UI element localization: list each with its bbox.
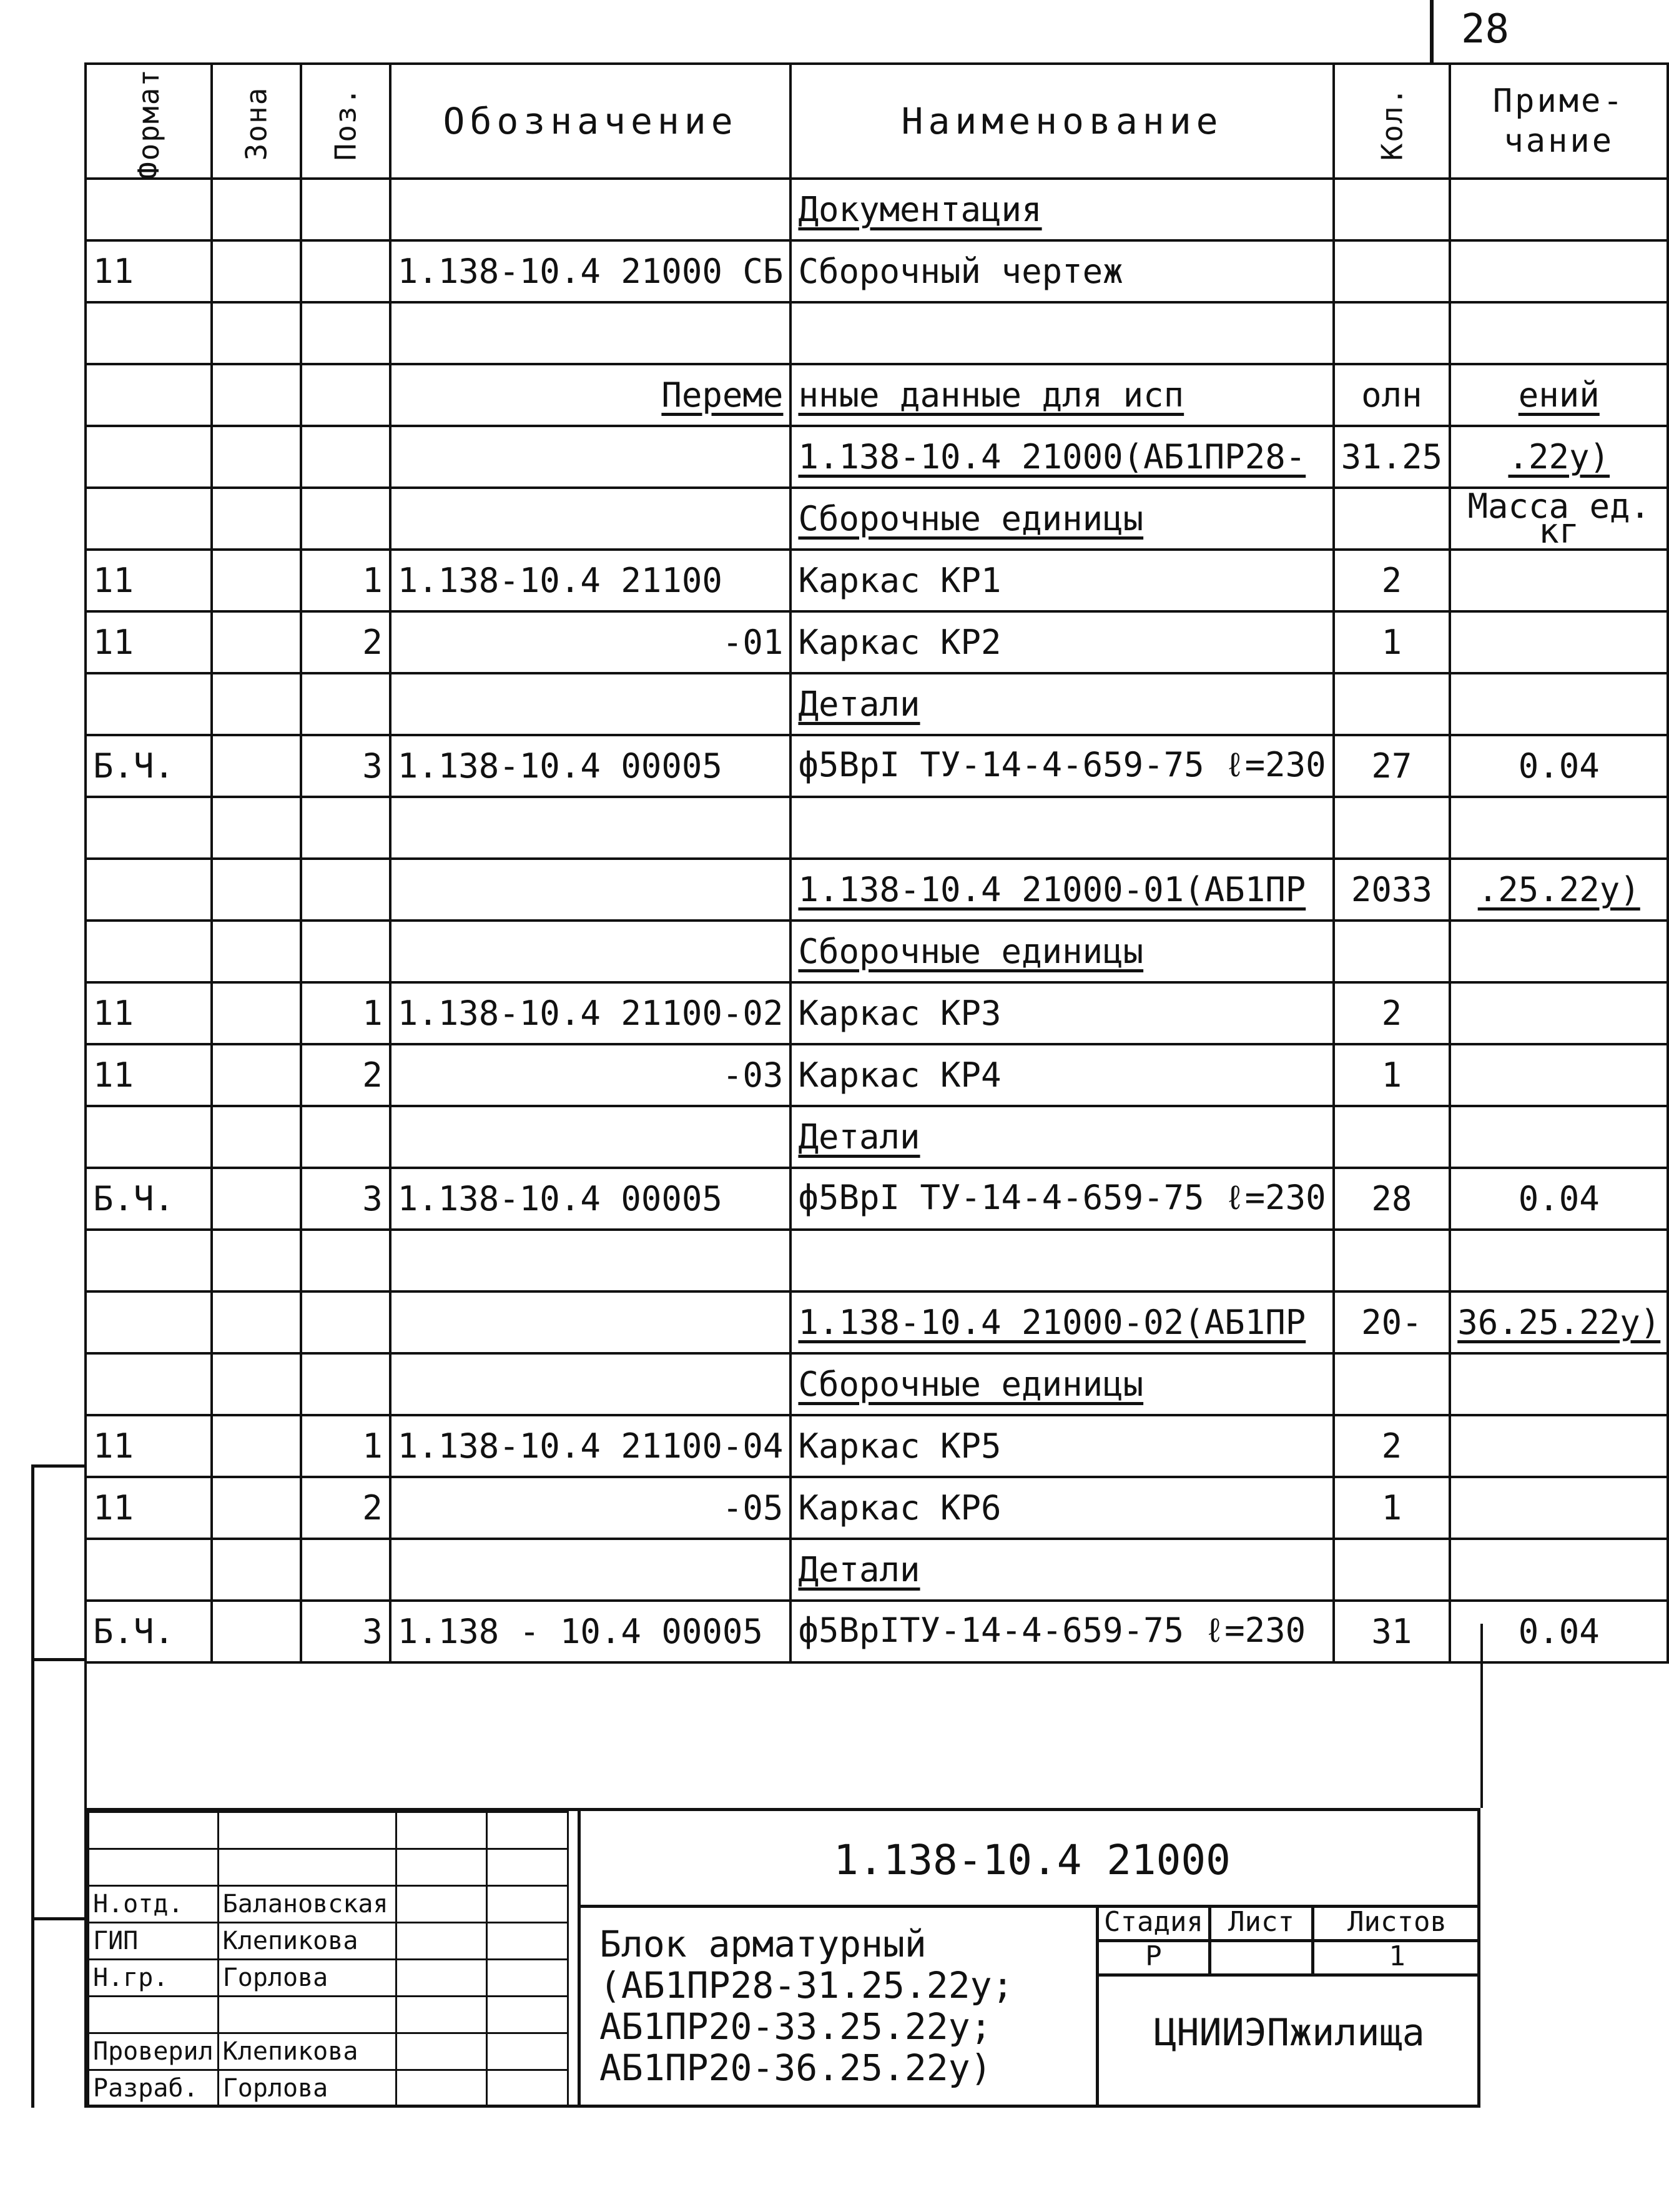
- cell-zone: [212, 673, 301, 735]
- cell-qty: [1334, 1353, 1450, 1415]
- cell-note: [1450, 1415, 1668, 1477]
- cell-qty: [1334, 488, 1450, 550]
- cell-zone: [212, 364, 301, 426]
- cell-designation: [390, 1291, 791, 1353]
- cell-designation: 1.138-10.4 21100-04: [390, 1415, 791, 1477]
- cell-zone: [212, 179, 301, 240]
- signature-row: [89, 1812, 568, 1849]
- cell-pos: [301, 240, 390, 302]
- cell-note: [1450, 179, 1668, 240]
- table-row: [86, 488, 1668, 550]
- sheets-value: 1: [1389, 1940, 1406, 1972]
- empty-cell: [486, 1849, 568, 1886]
- title-block-divider: [1096, 1973, 1480, 1977]
- header-quantity: Кол.: [1334, 64, 1450, 179]
- table-row: [86, 550, 1668, 611]
- signature: [396, 2070, 486, 2107]
- cell-designation: [390, 1539, 791, 1601]
- table-row: [86, 797, 1668, 859]
- cell-note: [1450, 673, 1668, 735]
- binding-mark: [31, 1917, 84, 1920]
- cell-qty: [1334, 240, 1450, 302]
- cell-format: [86, 1230, 212, 1291]
- header-note: Приме- чание: [1450, 64, 1668, 179]
- signature-row: [89, 2070, 568, 2107]
- cell-qty: 31.25: [1334, 426, 1450, 488]
- header-zone: Зона: [212, 64, 301, 179]
- cell-note: [1450, 240, 1668, 302]
- cell-qty: 2: [1334, 982, 1450, 1044]
- date-cell: [486, 2033, 568, 2070]
- signature: [396, 1997, 486, 2033]
- cell-name: Каркас КР3: [790, 982, 1333, 1044]
- cell-format: Б.Ч.: [86, 1601, 212, 1662]
- header-row: [86, 64, 1668, 179]
- signature-grid: [87, 1811, 569, 2108]
- table-row: [86, 1044, 1668, 1106]
- role-label: Проверил: [89, 2033, 219, 2070]
- binding-mark: [31, 1464, 84, 1468]
- signature: [396, 1886, 486, 1923]
- cell-name: Каркас КР6: [790, 1477, 1333, 1539]
- cell-designation: [390, 1353, 791, 1415]
- cell-pos: [301, 1539, 390, 1601]
- cell-format: 11: [86, 982, 212, 1044]
- cell-pos: 1: [301, 982, 390, 1044]
- cell-format: [86, 1353, 212, 1415]
- cell-format: Б.Ч.: [86, 1168, 212, 1230]
- cell-name: ф5ВрIТУ-14-4-659-75 ℓ=230: [790, 1601, 1333, 1662]
- cell-format: [86, 673, 212, 735]
- person-name: [218, 1997, 396, 2033]
- cell-zone: [212, 1539, 301, 1601]
- cell-qty: 1: [1334, 1044, 1450, 1106]
- signature: [396, 1923, 486, 1960]
- cell-zone: [212, 1353, 301, 1415]
- table-row: [86, 426, 1668, 488]
- signature-row: [89, 2033, 568, 2070]
- cell-name: 1.138-10.4 21000-01(АБ1ПР: [790, 859, 1333, 921]
- cell-note: [1450, 797, 1668, 859]
- cell-zone: [212, 921, 301, 982]
- cell-designation: [390, 1106, 791, 1168]
- cell-zone: [212, 735, 301, 797]
- table-row: [86, 1291, 1668, 1353]
- cell-qty: [1334, 797, 1450, 859]
- cell-pos: [301, 364, 390, 426]
- cell-name: Детали: [790, 673, 1333, 735]
- cell-name: ф5ВрI ТУ-14-4-659-75 ℓ=230: [790, 735, 1333, 797]
- cell-zone: [212, 982, 301, 1044]
- cell-note: [1450, 1106, 1668, 1168]
- cell-qty: 31: [1334, 1601, 1450, 1662]
- cell-pos: [301, 488, 390, 550]
- date-cell: [486, 1923, 568, 1960]
- table-row: [86, 921, 1668, 982]
- signature: [396, 1960, 486, 1997]
- cell-pos: [301, 1291, 390, 1353]
- cell-pos: [301, 1230, 390, 1291]
- table-row: [86, 859, 1668, 921]
- cell-pos: [301, 179, 390, 240]
- organization: ЦНИИЭПжилища: [1154, 2011, 1425, 2055]
- cell-zone: [212, 240, 301, 302]
- cell-name: Документация: [790, 179, 1333, 240]
- date-cell: [486, 1997, 568, 2033]
- cell-zone: [212, 1106, 301, 1168]
- document-title: Блок арматурный (АБ1ПР28-31.25.22у; АБ1ПР20-33.25.22у; АБ1ПР20-36.25.22у): [599, 1923, 1014, 2089]
- cell-zone: [212, 859, 301, 921]
- cell-designation: Переме: [390, 364, 791, 426]
- cell-format: [86, 1539, 212, 1601]
- cell-pos: [301, 921, 390, 982]
- cell-pos: 2: [301, 611, 390, 673]
- cell-name: Каркас КР1: [790, 550, 1333, 611]
- cell-qty: [1334, 302, 1450, 364]
- cell-format: [86, 797, 212, 859]
- signature-row: [89, 1849, 568, 1886]
- person-name: Клепикова: [218, 2033, 396, 2070]
- cell-designation: [390, 797, 791, 859]
- cell-name: Сборочные единицы: [790, 921, 1333, 982]
- cell-zone: [212, 1291, 301, 1353]
- cell-note: 0.04: [1450, 735, 1668, 797]
- empty-cell: [396, 1849, 486, 1886]
- cell-pos: 3: [301, 735, 390, 797]
- cell-format: 11: [86, 550, 212, 611]
- cell-pos: 2: [301, 1477, 390, 1539]
- cell-zone: [212, 797, 301, 859]
- stage-value: Р: [1145, 1940, 1162, 1972]
- cell-qty: 2: [1334, 550, 1450, 611]
- cell-format: 11: [86, 240, 212, 302]
- cell-designation: [390, 426, 791, 488]
- cell-name: Детали: [790, 1539, 1333, 1601]
- cell-format: [86, 364, 212, 426]
- table-row: [86, 1415, 1668, 1477]
- table-row: [86, 1539, 1668, 1601]
- header-position: Поз.: [301, 64, 390, 179]
- cell-note: [1450, 1477, 1668, 1539]
- cell-zone: [212, 1044, 301, 1106]
- table-row: [86, 302, 1668, 364]
- date-cell: [486, 2070, 568, 2107]
- cell-pos: 3: [301, 1601, 390, 1662]
- cell-note: [1450, 302, 1668, 364]
- signature-row: [89, 1923, 568, 1960]
- cell-qty: [1334, 1106, 1450, 1168]
- header-format: Формат: [86, 64, 212, 179]
- cell-format: [86, 179, 212, 240]
- signature-row: [89, 1997, 568, 2033]
- cell-qty: 2: [1334, 1415, 1450, 1477]
- cell-format: 11: [86, 611, 212, 673]
- cell-designation: -05: [390, 1477, 791, 1539]
- specification-body: [86, 179, 1668, 1662]
- cell-format: Б.Ч.: [86, 735, 212, 797]
- cell-zone: [212, 488, 301, 550]
- cell-qty: 1: [1334, 611, 1450, 673]
- empty-cell: [218, 1812, 396, 1849]
- table-row: [86, 1168, 1668, 1230]
- empty-cell: [486, 1812, 568, 1849]
- signature-row: [89, 1886, 568, 1923]
- cell-designation: 1.138 - 10.4 00005: [390, 1601, 791, 1662]
- cell-pos: [301, 673, 390, 735]
- cell-note: Масса ед. кг: [1450, 488, 1668, 550]
- role-label: Н.отд.: [89, 1886, 219, 1923]
- title-block: [84, 1808, 1480, 2108]
- cell-note: [1450, 1353, 1668, 1415]
- cell-zone: [212, 302, 301, 364]
- page-number: 28: [1461, 6, 1510, 52]
- blank-area: [84, 1624, 1483, 1808]
- cell-zone: [212, 1230, 301, 1291]
- table-row: [86, 1230, 1668, 1291]
- cell-designation: [390, 673, 791, 735]
- cell-qty: [1334, 179, 1450, 240]
- role-label: [89, 1997, 219, 2033]
- cell-note: [1450, 1044, 1668, 1106]
- date-cell: [486, 1886, 568, 1923]
- empty-cell: [89, 1812, 219, 1849]
- cell-note: [1450, 550, 1668, 611]
- table-row: [86, 240, 1668, 302]
- cell-format: [86, 426, 212, 488]
- cell-qty: [1334, 1539, 1450, 1601]
- table-row: [86, 982, 1668, 1044]
- cell-name: Детали: [790, 1106, 1333, 1168]
- empty-cell: [218, 1849, 396, 1886]
- cell-designation: [390, 921, 791, 982]
- stage-label: Стадия: [1104, 1906, 1203, 1938]
- cell-zone: [212, 1477, 301, 1539]
- cell-name: Каркас КР5: [790, 1415, 1333, 1477]
- cell-qty: 27: [1334, 735, 1450, 797]
- cell-format: [86, 859, 212, 921]
- empty-cell: [89, 1849, 219, 1886]
- cell-designation: [390, 488, 791, 550]
- signature-row: [89, 1960, 568, 1997]
- sheet-label: Лист: [1228, 1906, 1294, 1938]
- cell-qty: 1: [1334, 1477, 1450, 1539]
- cell-designation: -03: [390, 1044, 791, 1106]
- table-row: [86, 1106, 1668, 1168]
- cell-note: [1450, 611, 1668, 673]
- cell-name: нные данные для исп: [790, 364, 1333, 426]
- date-cell: [486, 1960, 568, 1997]
- sheets-label: Листов: [1347, 1906, 1447, 1938]
- person-name: Горлова: [218, 2070, 396, 2107]
- cell-name: Сборочные единицы: [790, 1353, 1333, 1415]
- cell-name: 1.138-10.4 21000-02(АБ1ПР: [790, 1291, 1333, 1353]
- cell-designation: [390, 859, 791, 921]
- cell-designation: [390, 179, 791, 240]
- cell-name: Каркас КР2: [790, 611, 1333, 673]
- cell-name: [790, 797, 1333, 859]
- cell-qty: олн: [1334, 364, 1450, 426]
- role-label: ГИП: [89, 1923, 219, 1960]
- person-name: Горлова: [218, 1960, 396, 1997]
- cell-pos: 2: [301, 1044, 390, 1106]
- cell-format: [86, 921, 212, 982]
- cell-note: .25.22у): [1450, 859, 1668, 921]
- cell-format: 11: [86, 1477, 212, 1539]
- table-row: [86, 1353, 1668, 1415]
- cell-format: 11: [86, 1415, 212, 1477]
- table-row: [86, 611, 1668, 673]
- cell-qty: 28: [1334, 1168, 1450, 1230]
- cell-designation: 1.138-10.4 00005: [390, 1168, 791, 1230]
- cell-format: [86, 302, 212, 364]
- cell-designation: [390, 302, 791, 364]
- cell-note: [1450, 982, 1668, 1044]
- table-row: [86, 364, 1668, 426]
- specification-table: [84, 62, 1669, 1664]
- cell-pos: [301, 859, 390, 921]
- binding-margin: [31, 1464, 87, 2108]
- cell-note: [1450, 1539, 1668, 1601]
- cell-format: [86, 488, 212, 550]
- cell-format: [86, 1106, 212, 1168]
- cell-note: 0.04: [1450, 1168, 1668, 1230]
- header-designation: Обозначение: [390, 64, 791, 179]
- cell-format: [86, 1291, 212, 1353]
- cell-name: 1.138-10.4 21000(АБ1ПР28-: [790, 426, 1333, 488]
- cell-zone: [212, 1168, 301, 1230]
- table-row: [86, 179, 1668, 240]
- cell-note: [1450, 921, 1668, 982]
- cell-pos: [301, 797, 390, 859]
- cell-name: [790, 302, 1333, 364]
- cell-name: ф5ВрI ТУ-14-4-659-75 ℓ=230: [790, 1168, 1333, 1230]
- cell-pos: [301, 302, 390, 364]
- cell-pos: [301, 1106, 390, 1168]
- cell-designation: 1.138-10.4 00005: [390, 735, 791, 797]
- cell-qty: [1334, 921, 1450, 982]
- cell-zone: [212, 550, 301, 611]
- role-label: Н.гр.: [89, 1960, 219, 1997]
- binding-mark: [31, 1658, 84, 1661]
- table-row: [86, 735, 1668, 797]
- role-label: Разраб.: [89, 2070, 219, 2107]
- cell-zone: [212, 611, 301, 673]
- header-name: Наименование: [790, 64, 1333, 179]
- cell-pos: 3: [301, 1168, 390, 1230]
- empty-cell: [396, 1812, 486, 1849]
- document-code: 1.138-10.4 21000: [834, 1836, 1231, 1884]
- cell-name: Сборочные единицы: [790, 488, 1333, 550]
- cell-designation: -01: [390, 611, 791, 673]
- cell-qty: 2033: [1334, 859, 1450, 921]
- table-row: [86, 1477, 1668, 1539]
- cell-designation: 1.138-10.4 21100: [390, 550, 791, 611]
- cell-designation: 1.138-10.4 21000 СБ: [390, 240, 791, 302]
- cell-designation: [390, 1230, 791, 1291]
- cell-note: [1450, 1230, 1668, 1291]
- table-row: [86, 673, 1668, 735]
- cell-qty: [1334, 673, 1450, 735]
- page-number-divider: [1430, 0, 1434, 62]
- cell-designation: 1.138-10.4 21100-02: [390, 982, 791, 1044]
- cell-pos: 1: [301, 550, 390, 611]
- cell-qty: 20-: [1334, 1291, 1450, 1353]
- cell-zone: [212, 426, 301, 488]
- cell-note: 36.25.22у): [1450, 1291, 1668, 1353]
- cell-pos: [301, 1353, 390, 1415]
- cell-note: ений: [1450, 364, 1668, 426]
- person-name: Балановская: [218, 1886, 396, 1923]
- cell-pos: [301, 426, 390, 488]
- cell-qty: [1334, 1230, 1450, 1291]
- cell-name: Сборочный чертеж: [790, 240, 1333, 302]
- cell-format: 11: [86, 1044, 212, 1106]
- cell-pos: 1: [301, 1415, 390, 1477]
- cell-zone: [212, 1415, 301, 1477]
- signature: [396, 2033, 486, 2070]
- cell-note: .22у): [1450, 426, 1668, 488]
- person-name: Клепикова: [218, 1923, 396, 1960]
- cell-name: Каркас КР4: [790, 1044, 1333, 1106]
- cell-note: 0.04: [1450, 1601, 1668, 1662]
- cell-name: [790, 1230, 1333, 1291]
